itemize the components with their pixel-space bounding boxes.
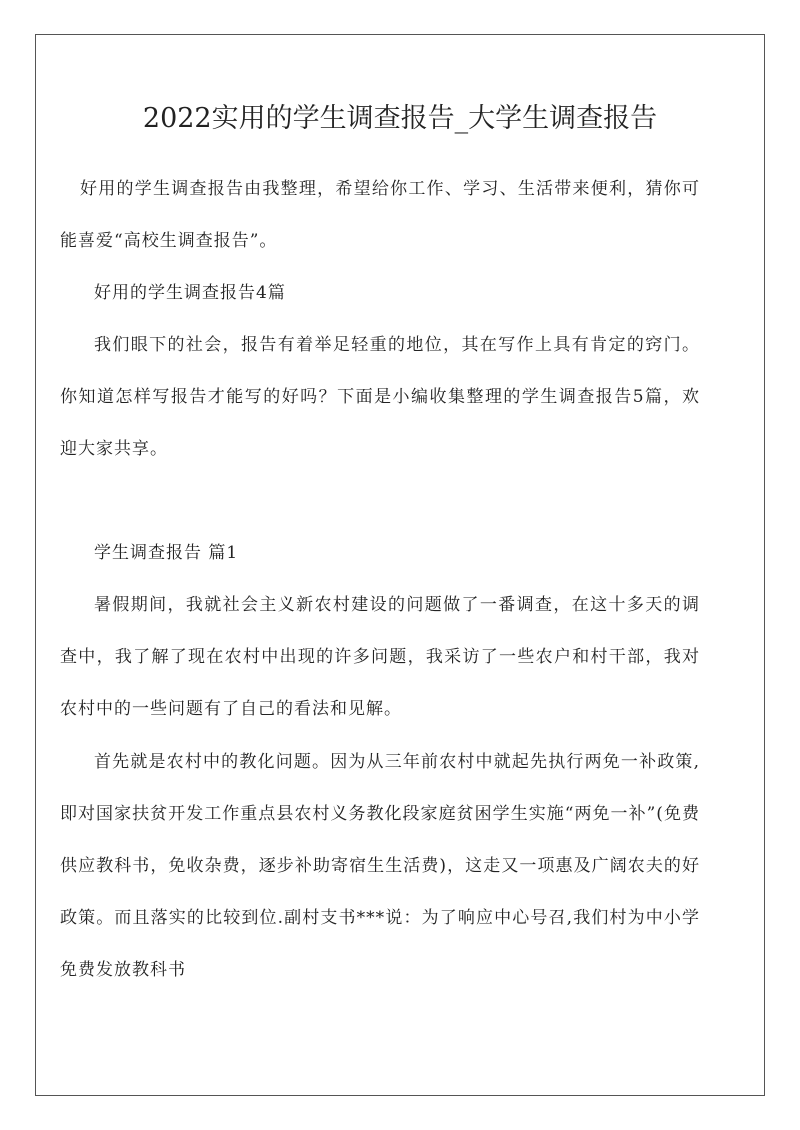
section-1-heading: 学生调查报告 篇1 bbox=[94, 543, 239, 563]
paragraph-2: 暑假期间，我就社会主义新农村建设的问题做了一番调查，在这十多天的调查中，我了解了现在农村中出现的许多问题，我采访了一些农户和村干部，我对农村中的一些问题有了自己的看法和见解。 bbox=[60, 595, 700, 719]
document-title: 2022实用的学生调查报告_大学生调查报告 bbox=[142, 103, 658, 134]
intro-paragraph: 好用的学生调查报告由我整理，希望给你工作、学习、生活带来便利，猜你可能喜爱“高校生调查报告”。 bbox=[60, 179, 700, 251]
paragraph-3: 首先就是农村中的教化问题。因为从三年前农村中就起先执行两免一补政策,即对国家扶贫开发工作重点县农村义务教化段家庭贫困学生实施“两免一补”(免费供应教科书，免收杂费，逐步补助寄宿生生活费)，这走又一项惠及广阔农夫的好政策。而且落实的比较到位.副村支书***说：为了响应中心号召,我们村为中小学免费发放教科书 bbox=[60, 752, 700, 980]
document-body bbox=[60, 0, 740, 1130]
paragraph-1: 我们眼下的社会，报告有着举足轻重的地位，其在写作上具有肯定的窍门。你知道怎样写报告才能写的好吗？下面是小编收集整理的学生调查报告5篇，欢迎大家共享。 bbox=[60, 335, 700, 459]
subheading: 好用的学生调查报告4篇 bbox=[94, 283, 286, 303]
